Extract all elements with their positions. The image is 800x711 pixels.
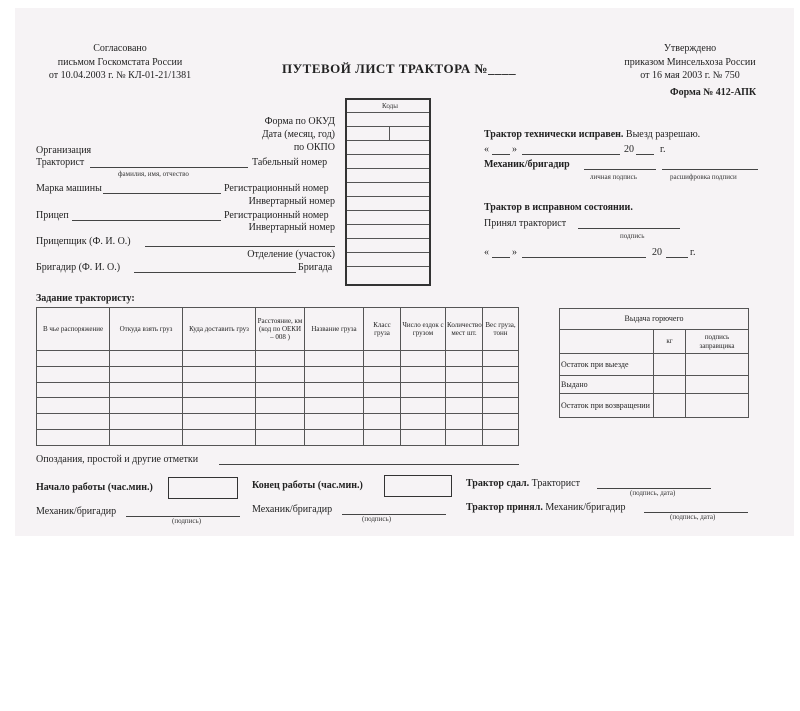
brigadier-field[interactable]	[134, 272, 296, 273]
end-label: Конец работы (час.мин.)	[252, 480, 363, 491]
table-cell[interactable]	[256, 382, 305, 398]
label-machine: Марка машины	[36, 183, 102, 194]
label-brigade: Бригада	[298, 262, 333, 273]
label-brigadier: Бригадир (Ф. И. О.)	[36, 262, 121, 273]
table-cell[interactable]	[446, 414, 483, 430]
table-cell[interactable]	[305, 430, 364, 446]
label-reg-number-1: Регистрационный номер	[224, 183, 329, 194]
table-cell[interactable]	[110, 414, 183, 430]
table-cell[interactable]	[686, 376, 749, 394]
table-cell[interactable]	[364, 382, 401, 398]
table-cell[interactable]	[446, 351, 483, 367]
label-date: Дата (месяц, год)	[261, 129, 335, 140]
table-cell[interactable]	[364, 414, 401, 430]
table-cell[interactable]	[256, 398, 305, 414]
table-cell[interactable]	[401, 430, 446, 446]
codes-header: Коды	[382, 102, 398, 110]
table-cell[interactable]	[364, 398, 401, 414]
table-cell[interactable]	[37, 398, 110, 414]
table-cell[interactable]	[37, 382, 110, 398]
col-cargo-name: Название груза	[305, 308, 364, 351]
sign-hint-4: (подпись)	[362, 515, 392, 523]
approval-left-line2: письмом Госкомстата России	[57, 57, 183, 68]
table-row	[37, 398, 519, 414]
table-cell[interactable]	[183, 414, 256, 430]
year-prefix-1: 20	[624, 144, 634, 155]
year-field-1[interactable]	[636, 154, 654, 155]
month-field-2[interactable]	[522, 257, 646, 258]
sign-hint: личная подпись	[590, 173, 637, 181]
col-places: Количество мест шт.	[446, 308, 483, 351]
good-state: Трактор в исправном состоянии.	[484, 202, 633, 213]
table-cell[interactable]	[256, 414, 305, 430]
table-cell[interactable]	[401, 414, 446, 430]
machine-field[interactable]	[103, 193, 221, 194]
fuel-row-label: Остаток при возвращении	[560, 394, 654, 418]
mechanic-label-1: Механик/бригадир	[484, 159, 570, 170]
mechanic-label-3: Механик/бригадир	[252, 504, 333, 515]
table-cell[interactable]	[256, 430, 305, 446]
fuel-title: Выдача горючего	[560, 309, 749, 330]
table-cell[interactable]	[654, 394, 686, 418]
codes-box	[345, 98, 431, 286]
approval-left-line1: Согласовано	[93, 43, 147, 54]
table-cell[interactable]	[305, 414, 364, 430]
start-time-box[interactable]	[168, 477, 238, 499]
col-weight: Вес груза, тонн	[483, 308, 519, 351]
date-close-2: »	[512, 247, 517, 258]
table-cell[interactable]	[183, 398, 256, 414]
table-cell[interactable]	[37, 414, 110, 430]
table-cell[interactable]	[401, 398, 446, 414]
label-trailer-worker: Прицепщик (Ф. И. О.)	[36, 236, 131, 247]
tech-status: Трактор технически исправен. Выезд разрешаю.	[484, 129, 701, 140]
date-open-2: «	[484, 247, 489, 258]
table-cell[interactable]	[183, 382, 256, 398]
table-cell[interactable]	[401, 351, 446, 367]
table-cell[interactable]	[401, 366, 446, 382]
table-cell[interactable]	[654, 354, 686, 376]
task-title: Задание трактористу:	[36, 293, 135, 304]
label-organization: Организация	[36, 145, 92, 156]
fuel-row-label: Остаток при выезде	[560, 354, 654, 376]
col-kg: кг	[654, 330, 686, 354]
approval-right-line3: от 16 мая 2003 г. № 750	[640, 70, 740, 81]
table-cell[interactable]	[110, 351, 183, 367]
label-tab-number: Табельный номер	[252, 157, 328, 168]
table-cell[interactable]	[110, 430, 183, 446]
table-cell[interactable]	[446, 398, 483, 414]
year-prefix-2: 20	[652, 247, 662, 258]
col-trips: Число ездок с грузом	[401, 308, 446, 351]
sign-hint-2: подпись	[620, 232, 645, 240]
fuel-table	[559, 308, 749, 418]
day-field-1[interactable]	[492, 154, 510, 155]
table-row	[37, 414, 519, 430]
table-cell[interactable]	[364, 351, 401, 367]
day-field-2[interactable]	[492, 257, 510, 258]
start-label: Начало работы (час.мин.)	[36, 482, 153, 493]
table-cell[interactable]	[686, 354, 749, 376]
month-field-1[interactable]	[522, 154, 620, 155]
accepted-sign-field[interactable]	[578, 228, 680, 229]
table-cell[interactable]	[183, 430, 256, 446]
table-cell[interactable]	[483, 382, 519, 398]
table-cell[interactable]	[183, 366, 256, 382]
col-from: Откуда взять груз	[110, 308, 183, 351]
table-cell[interactable]	[483, 366, 519, 382]
label-reg-number-2: Регистрационный номер	[224, 210, 329, 221]
approval-left-line3: от 10.04.2003 г. № КЛ-01-21/1381	[48, 70, 192, 81]
label-inv-number-1: Инвертарный номер	[248, 196, 335, 207]
table-row	[37, 351, 519, 367]
mechanic-sign-3[interactable]	[342, 514, 446, 515]
end-time-box[interactable]	[384, 475, 452, 497]
handed-label: Трактор сдал. Тракторист	[466, 478, 580, 489]
accepted-label: Принял тракторист	[484, 218, 567, 229]
table-cell[interactable]	[305, 398, 364, 414]
delays-label: Опоздания, простой и другие отметки	[36, 454, 199, 465]
table-cell[interactable]	[110, 398, 183, 414]
mechanic-sign-1[interactable]	[584, 169, 656, 170]
table-cell[interactable]	[364, 366, 401, 382]
trailer-worker-field[interactable]	[145, 246, 335, 247]
accepted-bottom: Трактор принял. Механик/бригадир	[466, 502, 626, 513]
table-row	[37, 430, 519, 446]
table-cell[interactable]	[256, 366, 305, 382]
table-cell[interactable]	[446, 382, 483, 398]
year-suffix-1: г.	[660, 144, 666, 155]
year-suffix-2: г.	[690, 247, 696, 258]
table-cell[interactable]	[37, 366, 110, 382]
date-open-1: «	[484, 144, 489, 155]
table-cell[interactable]	[37, 351, 110, 367]
table-cell[interactable]	[446, 430, 483, 446]
col-cargo-class: Класс груза	[364, 308, 401, 351]
task-table	[36, 307, 519, 446]
table-cell[interactable]	[37, 430, 110, 446]
table-cell[interactable]	[305, 382, 364, 398]
label-inv-number-2: Инвертарный номер	[248, 222, 335, 233]
fuel-row-label: Выдано	[560, 376, 654, 394]
table-cell[interactable]	[364, 430, 401, 446]
table-cell[interactable]	[654, 376, 686, 394]
label-trailer: Прицеп	[36, 210, 69, 221]
delays-field[interactable]	[219, 464, 519, 465]
decode-hint: расшифровка подписи	[670, 173, 737, 181]
table-cell[interactable]	[483, 351, 519, 367]
label-department: Отделение (участок)	[247, 249, 335, 260]
page-title: ПУТЕВОЙ ЛИСТ ТРАКТОРА №____	[282, 61, 517, 76]
form-number: Форма № 412-АПК	[670, 87, 757, 98]
col-to: Куда доставить груз	[183, 308, 256, 351]
approval-right-line1: Утверждено	[663, 43, 717, 54]
sign-date-hint-2: (подпись, дата)	[670, 513, 716, 521]
label-okpo: по ОКПО	[293, 142, 335, 153]
table-cell[interactable]	[401, 382, 446, 398]
table-cell[interactable]	[483, 430, 519, 446]
table-cell[interactable]	[686, 394, 749, 418]
col-distance: Расстояние, км (код по ОЕКИ – 008 )	[256, 308, 305, 351]
col-recipient: В чье распоряжение	[37, 308, 110, 351]
approval-right-line2: приказом Минсельхоза России	[624, 57, 756, 68]
table-cell[interactable]	[256, 351, 305, 367]
table-cell[interactable]	[305, 366, 364, 382]
tractorist-field[interactable]	[90, 167, 248, 168]
sign-hint-3: (подпись)	[172, 517, 202, 525]
label-okud: Форма по ОКУД	[264, 116, 335, 127]
table-cell[interactable]	[183, 351, 256, 367]
mechanic-decode-1[interactable]	[662, 169, 758, 170]
date-close-1: »	[512, 144, 517, 155]
table-cell[interactable]	[305, 351, 364, 367]
col-refueler-sign: подпись заправщика	[686, 330, 749, 354]
table-cell[interactable]	[110, 366, 183, 382]
label-tractorist: Тракторист	[36, 157, 85, 168]
trailer-field[interactable]	[72, 220, 221, 221]
mechanic-label-2: Механик/бригадир	[36, 506, 117, 517]
table-cell[interactable]	[483, 414, 519, 430]
fio-hint: фамилия, имя, отчество	[118, 170, 189, 178]
table-cell[interactable]	[110, 382, 183, 398]
table-row	[37, 382, 519, 398]
year-field-2[interactable]	[666, 257, 688, 258]
table-row	[37, 366, 519, 382]
table-cell[interactable]	[483, 398, 519, 414]
table-cell[interactable]	[446, 366, 483, 382]
sign-date-hint: (подпись, дата)	[630, 489, 676, 497]
